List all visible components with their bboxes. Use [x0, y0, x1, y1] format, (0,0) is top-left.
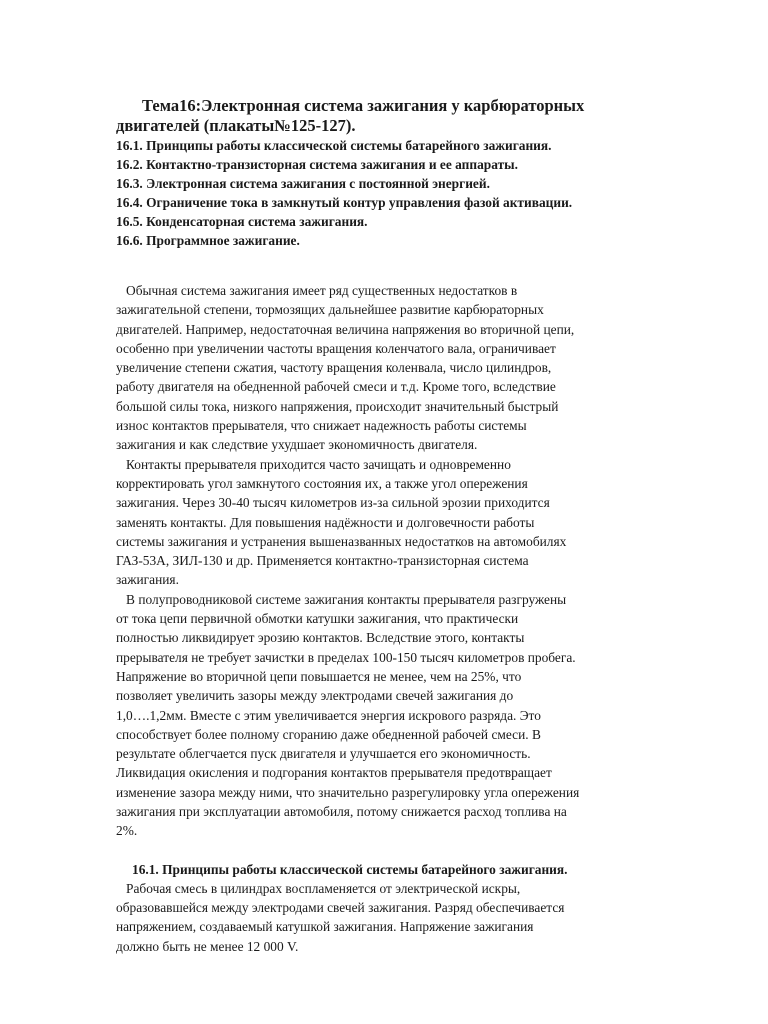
paragraph-2 — [116, 455, 656, 590]
text-line: ГАЗ-53А, ЗИЛ-130 и др. Применяется контактно-транзисторная система — [116, 553, 529, 569]
paragraph-1 — [116, 281, 656, 455]
text-line: прерывателя не требует зачистки в пределах 100-150 тысяч километров пробега. — [116, 649, 576, 665]
text-line: результате облегчается пуск двигателя и улучшается его экономичность. — [116, 746, 531, 762]
text-line: В полупроводниковой системе зажигания контакты прерывателя разгружены — [116, 591, 567, 607]
text-line: заменять контакты. Для повышения надёжности и долговечности работы — [116, 514, 535, 530]
text-line: изменение зазора между ними, что значительно разрегулировку угла опережения — [116, 784, 580, 800]
text-line: корректировать угол замкнутого состояния их, а также угол опережения — [116, 475, 528, 491]
text-line: способствует более полному сгоранию даже обедненной рабочей смеси. В — [116, 726, 541, 742]
text-line: от тока цепи первичной обмотки катушки зажигания, что практически — [116, 611, 519, 627]
text-line: зажигания при эксплуатации автомобиля, потому снижается расход топлива на — [116, 804, 567, 820]
section-heading: 16.1. Принципы работы классической системы батарейного зажигания. — [132, 861, 568, 877]
text-line: 1,0….1,2мм. Вместе с этим увеличивается энергия искрового разряда. Это — [116, 707, 541, 723]
toc-item: 16.5. Конденсаторная система зажигания. — [116, 214, 368, 229]
text-line: 2%. — [116, 823, 138, 839]
title-line-2: двигателей (плакаты№125-127). — [116, 116, 356, 135]
text-line: напряжением, создаваемый катушкой зажигания. Напряжение зажигания — [116, 919, 534, 935]
section-1-paragraph — [116, 879, 656, 956]
title-line-1: Тема16:Электронная система зажигания у карбюраторных — [142, 96, 585, 115]
text-line: двигателей. Например, недостаточная величина напряжения во вторичной цепи, — [116, 321, 575, 337]
text-line: полностью ликвидирует эрозию контактов. Вследствие этого, контакты — [116, 630, 525, 646]
toc-item: 16.4. Ограничение тока в замкнутый контур управления фазой активации. — [116, 195, 573, 210]
text-line: позволяет увеличить зазоры между электродами свечей зажигания до — [116, 688, 514, 704]
text-line: износ контактов прерывателя, что снижает надежность работы системы — [116, 418, 527, 434]
spacer — [116, 841, 656, 860]
table-of-contents — [116, 136, 656, 250]
text-line: Контакты прерывателя приходится часто зачищать и одновременно — [116, 456, 511, 472]
text-line: зажигания. — [116, 572, 179, 588]
toc-item: 16.3. Электронная система зажигания с постоянной энергией. — [116, 176, 490, 191]
text-line: работу двигателя на обедненной рабочей смеси и т.д. Кроме того, вследствие — [116, 379, 556, 395]
text-line: образовавшейся между электродами свечей зажигания. Разряд обеспечивается — [116, 899, 565, 915]
toc-item: 16.1. Принципы работы классической системы батарейного зажигания. — [116, 138, 552, 153]
text-line: большой силы тока, низкого напряжения, происходит значительный быстрый — [116, 398, 559, 414]
text-line: системы зажигания и устранения вышеназванных недостатков на автомобилях — [116, 533, 567, 549]
text-line: Ликвидация окисления и подгорания контактов прерывателя предотвращает — [116, 765, 552, 781]
toc-item: 16.2. Контактно-транзисторная система зажигания и ее аппараты. — [116, 157, 518, 172]
text-line: увеличение степени сжатия, частоту вращения коленвала, число цилиндров, — [116, 360, 552, 376]
text-line: Рабочая смесь в цилиндрах воспламеняется от электрической искры, — [116, 880, 521, 896]
text-line: зажигания и как следствие ухудшает экономичность двигателя. — [116, 437, 478, 453]
spacer — [116, 250, 656, 281]
text-line: зажигательной степени, тормозящих дальнейшее развитие карбюраторных — [116, 302, 544, 318]
text-line: Обычная система зажигания имеет ряд существенных недостатков в — [116, 283, 518, 298]
text-line: особенно при увеличении частоты вращения коленчатого вала, ограничивает — [116, 340, 556, 356]
text-line: Напряжение во вторичной цепи повышается не менее, чем на 25%, что — [116, 668, 522, 684]
page-title — [116, 96, 656, 136]
document-page — [116, 96, 656, 956]
text-line: зажигания. Через 30-40 тысяч километров из-за сильной эрозии приходится — [116, 495, 550, 511]
text-line: должно быть не менее 12 000 V. — [116, 938, 299, 954]
paragraph-3 — [116, 590, 656, 841]
toc-item: 16.6. Программное зажигание. — [116, 233, 300, 248]
